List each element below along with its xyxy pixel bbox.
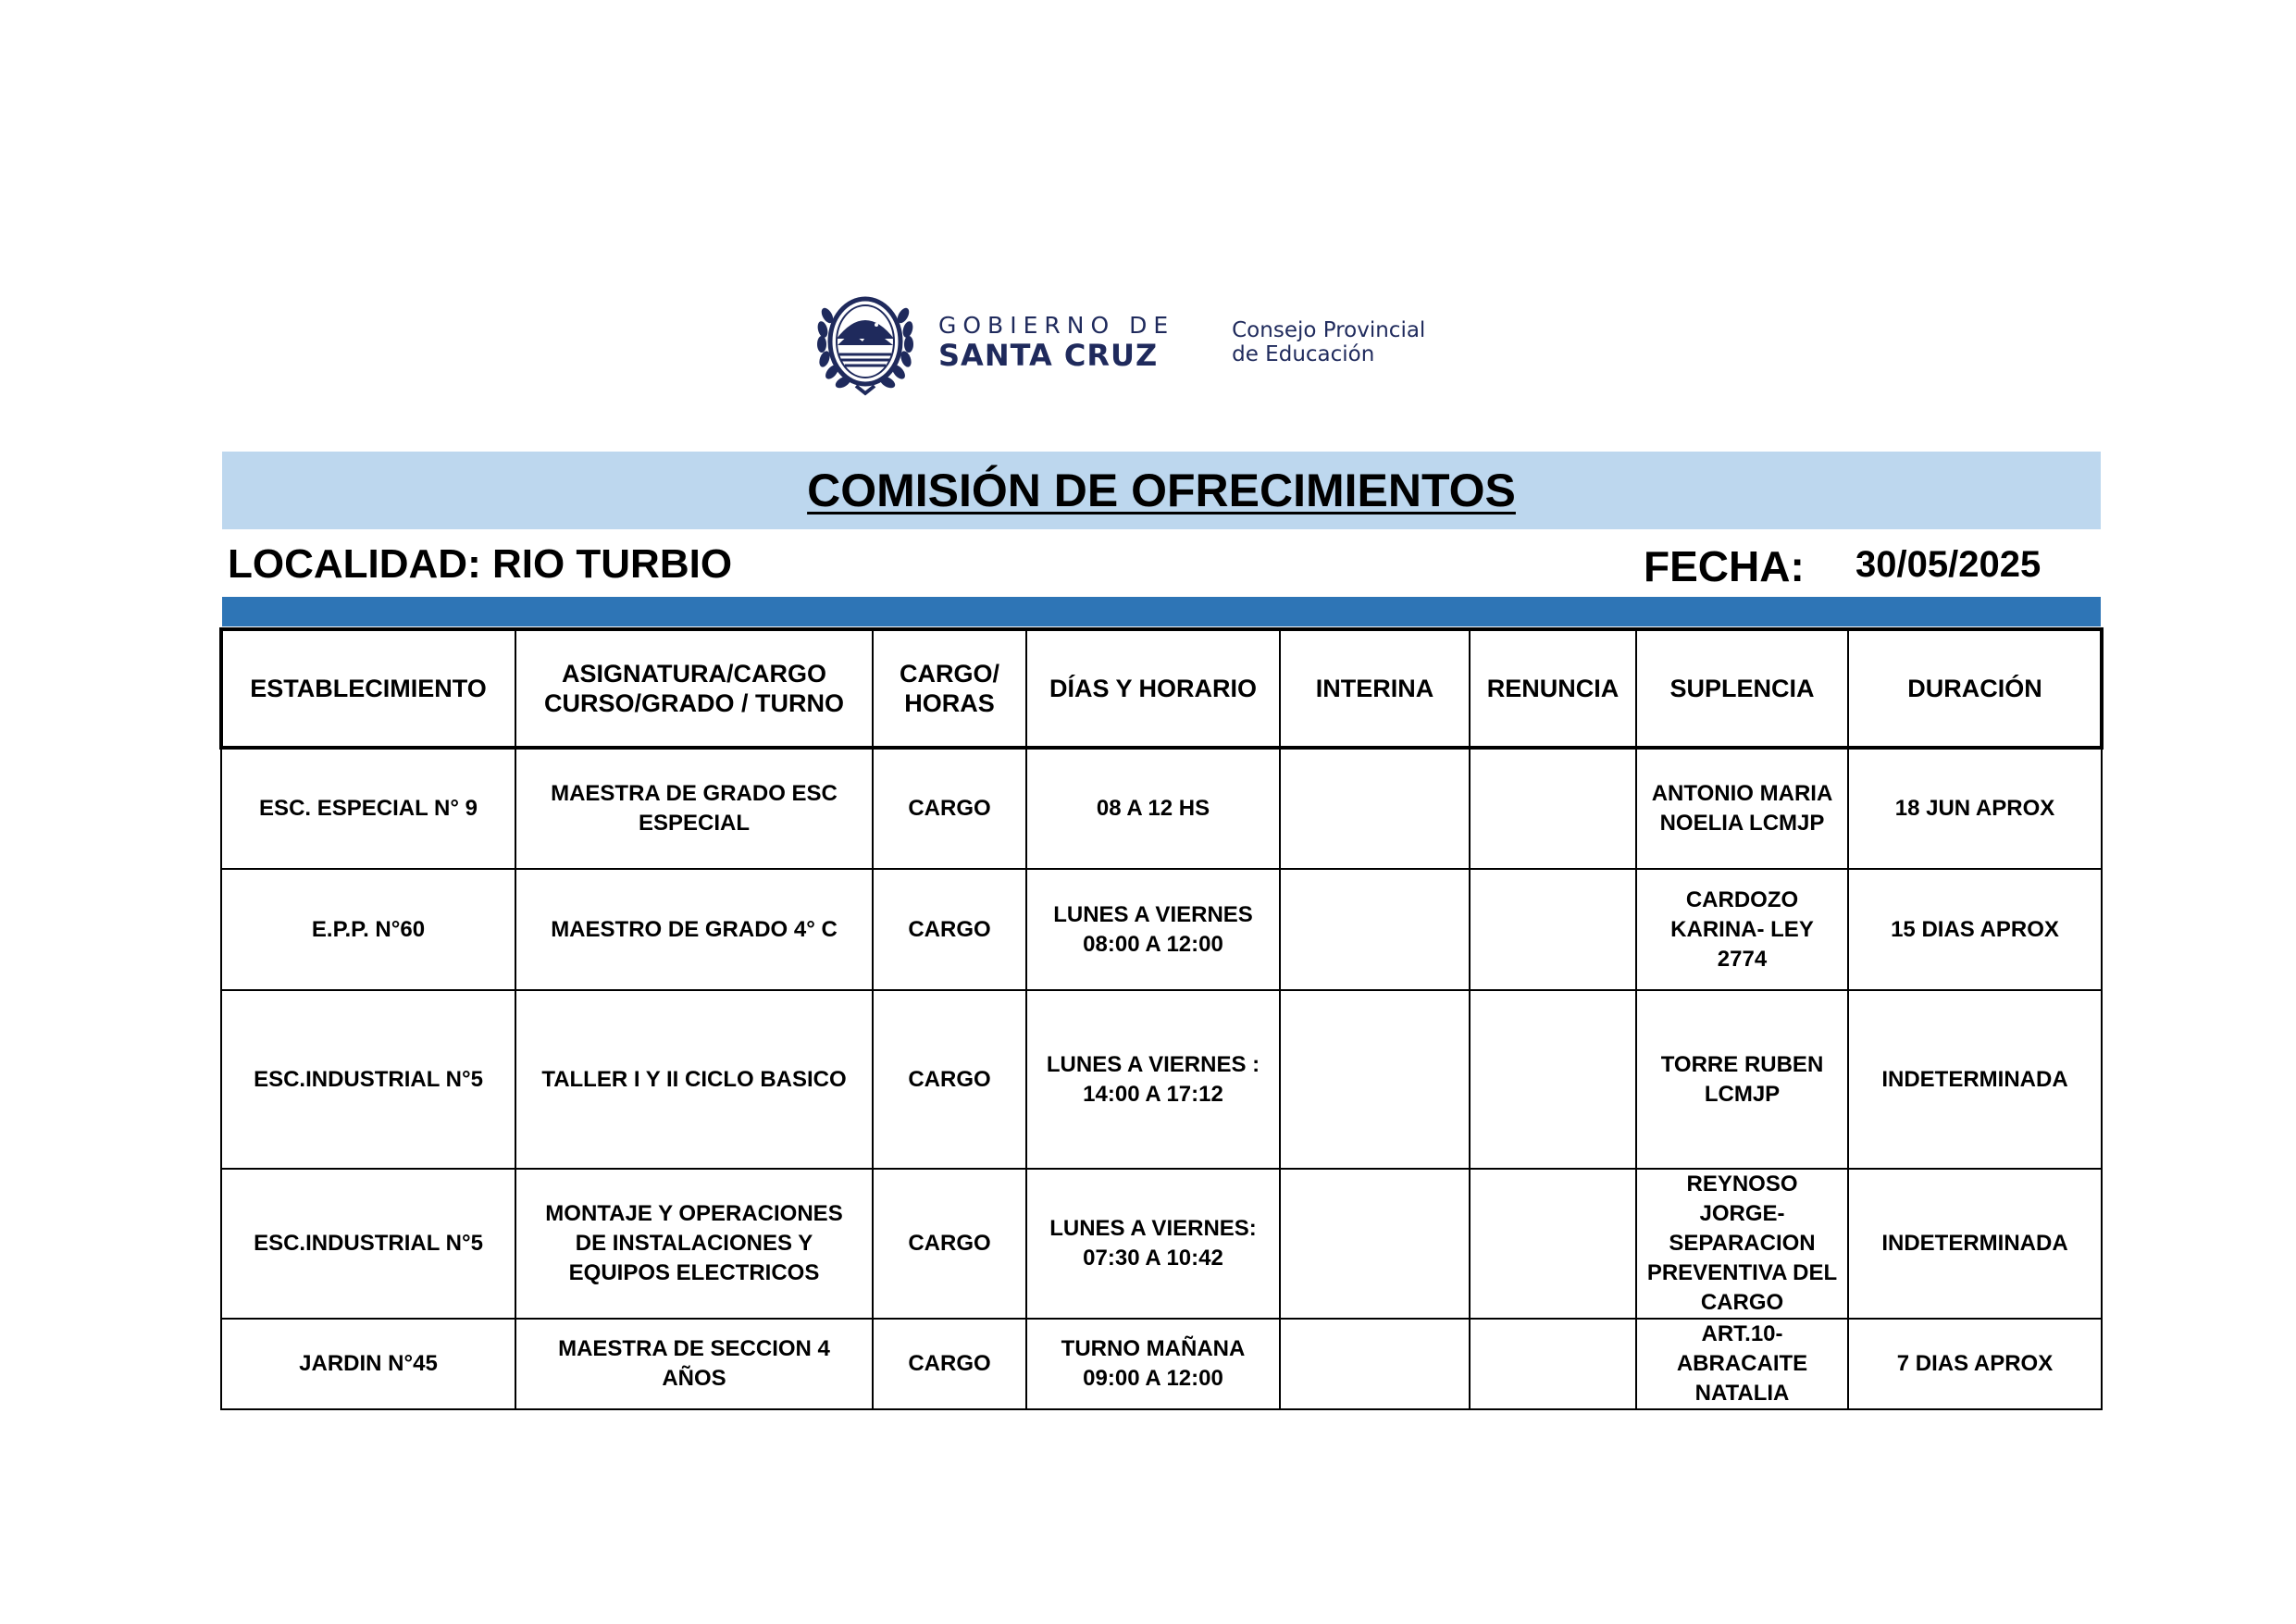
cell-asignatura: MAESTRO DE GRADO 4° C (515, 869, 873, 990)
offers-table (220, 628, 2103, 1410)
cell-dias: LUNES A VIERNES: 07:30 A 10:42 (1026, 1169, 1280, 1319)
cell-duracion: INDETERMINADA (1848, 1169, 2102, 1319)
council-name (1232, 318, 1425, 366)
divider-bar (222, 597, 2101, 626)
cell-interina (1280, 869, 1470, 990)
header-establecimiento: ESTABLECIMIENTO (221, 629, 515, 748)
cell-establecimiento: ESC.INDUSTRIAL N°5 (221, 990, 515, 1169)
cell-renuncia (1470, 1319, 1636, 1409)
header-interina: INTERINA (1280, 629, 1470, 748)
cell-suplencia: TORRE RUBEN LCMJP (1636, 990, 1848, 1169)
cell-cargo: CARGO (873, 1319, 1026, 1409)
cell-duracion: 7 DIAS APROX (1848, 1319, 2102, 1409)
header-asignatura: ASIGNATURA/CARGO CURSO/GRADO / TURNO (515, 629, 873, 748)
cell-asignatura: MAESTRA DE GRADO ESC ESPECIAL (515, 748, 873, 869)
cell-suplencia: REYNOSO JORGE- SEPARACION PREVENTIVA DEL CARGO (1636, 1169, 1848, 1319)
cell-dias: LUNES A VIERNES 08:00 A 12:00 (1026, 869, 1280, 990)
title-band (222, 452, 2101, 529)
cell-duracion: 18 JUN APROX (1848, 748, 2102, 869)
header-logo (814, 287, 1425, 398)
cell-asignatura: TALLER I Y II CICLO BASICO (515, 990, 873, 1169)
info-row (228, 537, 2101, 592)
council-line-2: de Educación (1232, 342, 1375, 366)
cell-asignatura: MONTAJE Y OPERACIONES DE INSTALACIONES Y EQUIPOS ELECTRICOS (515, 1169, 873, 1319)
cell-suplencia: ART.10- ABRACAITE NATALIA (1636, 1319, 1848, 1409)
cell-establecimiento: ESC. ESPECIAL N° 9 (221, 748, 515, 869)
header-suplencia: SUPLENCIA (1636, 629, 1848, 748)
cell-establecimiento: JARDIN N°45 (221, 1319, 515, 1409)
cell-cargo: CARGO (873, 990, 1026, 1169)
table-header-row (221, 629, 2102, 748)
cell-renuncia (1470, 1169, 1636, 1319)
cell-cargo: CARGO (873, 1169, 1026, 1319)
government-line-1: GOBIERNO DE (938, 312, 1175, 339)
header-dias: DÍAS Y HORARIO (1026, 629, 1280, 748)
date-value: 30/05/2025 (1855, 544, 2042, 585)
header-renuncia: RENUNCIA (1470, 629, 1636, 748)
cell-asignatura: MAESTRA DE SECCION 4 AÑOS (515, 1319, 873, 1409)
cell-interina (1280, 990, 1470, 1169)
cell-cargo: CARGO (873, 869, 1026, 990)
page-title: COMISIÓN DE OFRECIMIENTOS (807, 465, 1516, 516)
cell-establecimiento: E.P.P. N°60 (221, 869, 515, 990)
cell-duracion: INDETERMINADA (1848, 990, 2102, 1169)
cell-establecimiento: ESC.INDUSTRIAL N°5 (221, 1169, 515, 1319)
table-row (221, 748, 2102, 869)
table-row (221, 869, 2102, 990)
table-row (221, 990, 2102, 1169)
cell-interina (1280, 1169, 1470, 1319)
cell-dias: LUNES A VIERNES : 14:00 A 17:12 (1026, 990, 1280, 1169)
header-duracion: DURACIÓN (1848, 629, 2102, 748)
council-line-1: Consejo Provincial (1232, 318, 1426, 342)
cell-interina (1280, 1319, 1470, 1409)
table-row (221, 1169, 2102, 1319)
government-name (938, 313, 1174, 372)
cell-renuncia (1470, 990, 1636, 1169)
cell-renuncia (1470, 869, 1636, 990)
cell-duracion: 15 DIAS APROX (1848, 869, 2102, 990)
locality-label: LOCALIDAD: RIO TURBIO (228, 541, 733, 587)
cell-dias: TURNO MAÑANA 09:00 A 12:00 (1026, 1319, 1280, 1409)
cell-suplencia: ANTONIO MARIA NOELIA LCMJP (1636, 748, 1848, 869)
provincial-seal-icon (814, 288, 916, 397)
cell-suplencia: CARDOZO KARINA- LEY 2774 (1636, 869, 1848, 990)
cell-interina (1280, 748, 1470, 869)
government-line-2: SANTA CRUZ (938, 338, 1159, 373)
cell-cargo: CARGO (873, 748, 1026, 869)
header-cargo: CARGO/ HORAS (873, 629, 1026, 748)
table-row (221, 1319, 2102, 1409)
cell-renuncia (1470, 748, 1636, 869)
date-label: FECHA: (1644, 542, 1805, 590)
cell-dias: 08 A 12 HS (1026, 748, 1280, 869)
